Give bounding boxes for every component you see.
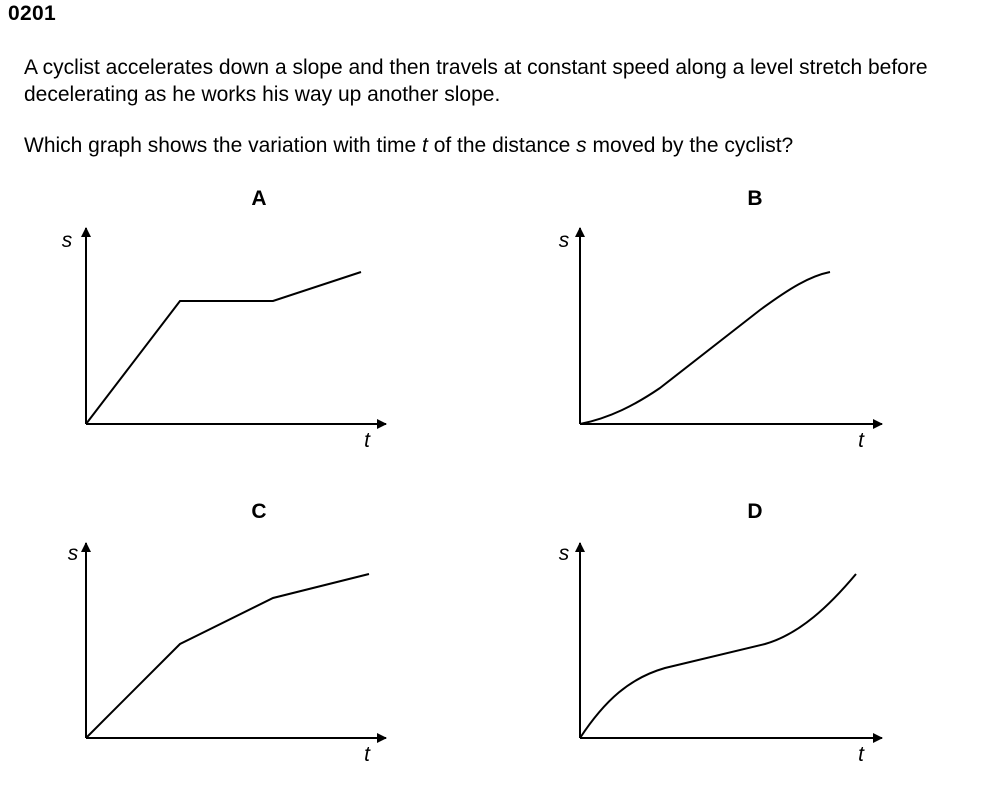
y-axis-label-d: s [558,542,570,565]
y-axis-label-b: s [558,229,570,252]
y-axis-label-a: s [61,229,73,252]
option-label-d: D [747,500,763,523]
prompt-middle: of the distance [427,134,577,157]
x-axis-label-a: t [364,429,370,452]
graph-option-a[interactable] [62,187,386,452]
prompt-after: moved by the cyclist? [586,134,794,157]
curve-b [580,272,830,424]
option-label-a: A [251,187,267,210]
time-variable: t [422,134,428,157]
prompt-before: Which graph shows the variation with time [24,134,423,157]
x-axis-label-c: t [364,743,370,766]
curve-d [580,574,856,738]
x-axis-label-b: t [858,429,864,452]
y-axis-label-c: s [67,542,79,565]
question-number: 0201 [8,2,56,25]
option-label-c: C [251,500,267,523]
option-label-b: B [747,187,763,210]
graph-option-b[interactable] [559,187,882,452]
graph-option-d[interactable] [559,500,882,766]
stem-line-1: A cyclist accelerates down a slope and then travels at constant speed along a level stretch before [24,56,928,79]
x-axis-label-d: t [858,743,864,766]
stem-line-2: decelerating as he works his way up another slope. [24,83,501,106]
graph-option-c[interactable] [68,500,386,766]
curve-a [86,272,361,424]
curve-c [86,574,369,738]
distance-variable: s [576,134,587,157]
